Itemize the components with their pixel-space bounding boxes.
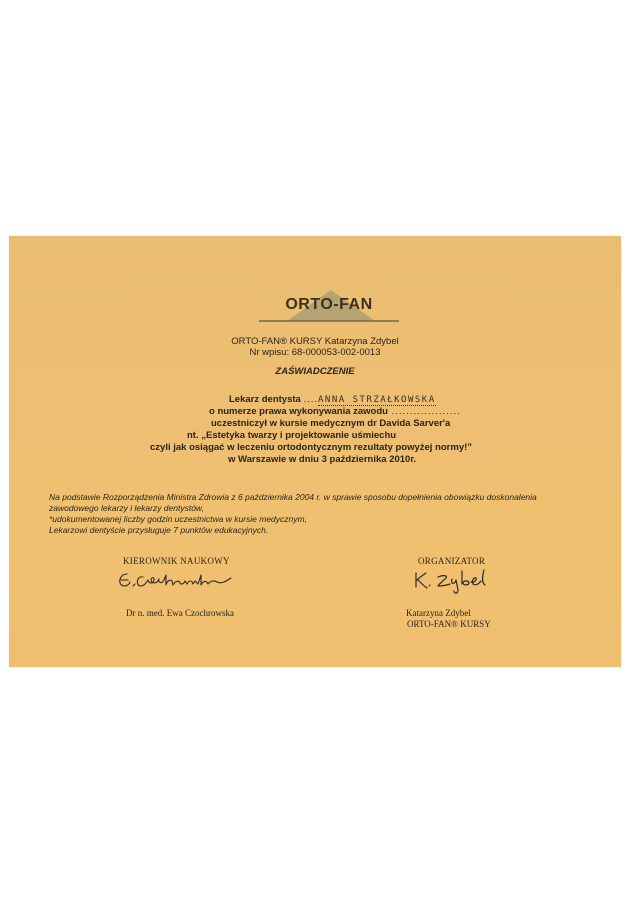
left-signatory-role: KIEROWNIK NAUKOWY — [123, 556, 230, 566]
dotted-leader: ................... — [387, 406, 461, 417]
right-signatory-name: Katarzyna Zdybel — [406, 608, 471, 618]
orto-fan-logo — [229, 288, 429, 328]
body-line-6: w Warszawie w dniu 3 października 2010r. — [228, 454, 417, 465]
body-line-2 — [209, 406, 461, 417]
legal-line-4: Lekarzowi dentyście przysługuje 7 punktów edukacyjnych. — [49, 525, 269, 535]
certificate-title: ZAŚWIADCZENIE — [275, 366, 355, 377]
right-handwritten-signature — [408, 567, 508, 595]
left-handwritten-signature — [113, 569, 243, 593]
registration-number: Nr wpisu: 68-000053-002-0013 — [249, 347, 381, 358]
body-line-5: czyli jak osiągać w leczeniu ortodontycznym rezultaty powyżej normy!” — [150, 442, 473, 453]
license-label: o numerze prawa wykonywania zawodu — [209, 406, 388, 417]
body-line-1 — [229, 394, 436, 405]
dotted-leader: .... — [303, 394, 319, 405]
certificate — [9, 236, 621, 667]
right-signatory-organization: ORTO-FAN® KURSY — [407, 619, 491, 629]
legal-line-2: zawodowego lekarzy i lekarzy dentystów, — [49, 503, 204, 513]
dentist-name: ANNA STRZAŁKOWSKA — [318, 395, 436, 405]
company-name: ORTO-FAN® KURSY Katarzyna Zdybel — [231, 336, 399, 347]
dentist-label: Lekarz dentysta — [229, 394, 301, 405]
right-signatory-role: ORGANIZATOR — [418, 556, 486, 566]
legal-notice — [49, 492, 609, 536]
legal-line-1: Na podstawie Rozporządzenia Ministra Zdrowia z 6 października 2004 r. w sprawie sposobu dopełnienia obowiązku doskonalenia — [49, 492, 537, 502]
body-line-4: nt. „Estetyka twarzy i projektowanie uśmiechu — [187, 430, 397, 441]
legal-line-3: *udokumentowanej liczby godzin uczestnictwa w kursie medycznym, — [49, 514, 307, 524]
logo-text: ORTO-FAN — [285, 296, 373, 313]
body-line-3: uczestniczył w kursie medycznym dr Davida Sarver'a — [211, 418, 451, 429]
left-signatory-name: Dr n. med. Ewa Czochrowska — [126, 608, 234, 618]
